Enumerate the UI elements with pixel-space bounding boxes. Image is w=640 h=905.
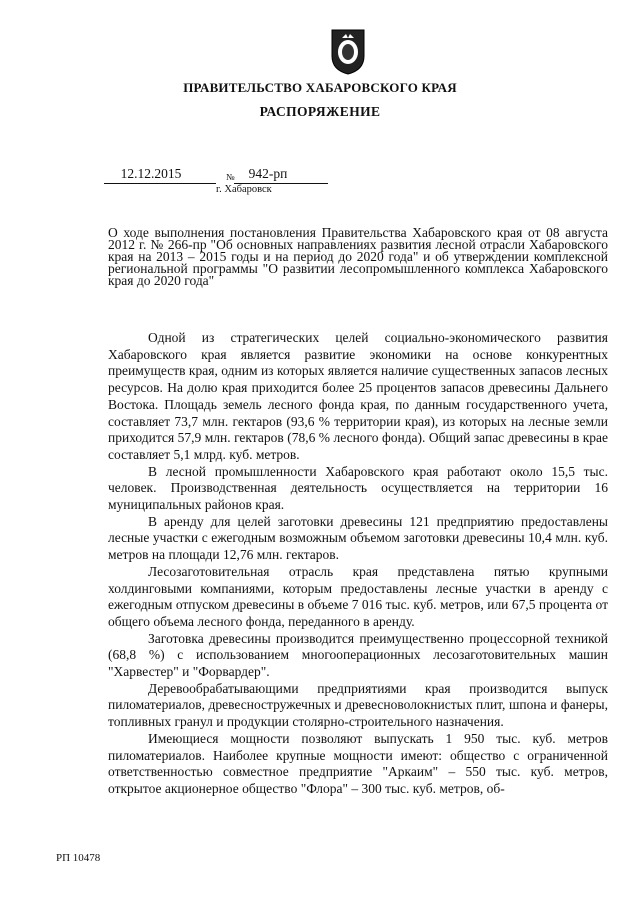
- date-underline: [104, 183, 216, 184]
- document-date: 12.12.2015: [120, 166, 182, 181]
- document-subject: О ходе выполнения постановления Правительства Хабаровского края от 08 августа 2012 г. № 266-пр "Об основных направлениях развития лесной отрасли Хабаровского края на 2013 – 2015 годы и на период до 2020 года" и об утверждении комплексной региональной программы "О развитии лесопромышленного комплекса Хабаровского края до 2020 года": [108, 225, 608, 288]
- document-city: г. Хабаровск: [216, 184, 272, 195]
- coat-of-arms-icon: [328, 26, 368, 76]
- paragraph: В аренду для целей заготовки древесины 121 предприятию предоставлены лесные участки с ежегодным возможным объемом заготовки древесины 10,4 млн. куб. метров на площади 12,76 млн. гектаров.: [108, 513, 608, 563]
- paragraph: Заготовка древесины производится преимущественно процессорной техникой (68,8 %) с использованием многооперационных лесозаготовительных машин "Харвестер" и "Форвардер".: [108, 630, 608, 680]
- paragraph: Деревообрабатывающими предприятиями края производится выпуск пиломатериалов, древесностружечных и древесноволокнистых плит, шпона и фанеры, топливных гранул и продукции столярно-строительного назначения.: [108, 680, 608, 730]
- footer-code: РП 10478: [56, 852, 101, 864]
- document-body: [108, 330, 608, 798]
- paragraph: Лесозаготовительная отрасль края представлена пятью крупными холдинговыми компаниями, которым предоставлены лесные участки в аренду с ежегодным отпуском древесины в объеме 7 016 тыс. куб. метров, или 67,5 процента от общего объема лесного фонда, переданного в аренду.: [108, 563, 608, 629]
- paragraph: Одной из стратегических целей социально-экономического развития Хабаровского края является развитие экономики на основе конкурентных преимуществ края, одним из которых является наличие существенных запасов лесных ресурсов. На долю края приходится более 25 процентов запасов древесины Дальнего Востока. Площадь земель лесного фонда края, по данным государственного учета, составляет 73,7 млн. гектаров (93,6 % территории края), из которых на лесные земли приходится 57,9 млн. гектаров (78,6 % лесного фонда). Общий запас древесины в крае составляет 5,1 млрд. куб. метров.: [108, 330, 608, 462]
- government-title: ПРАВИТЕЛЬСТВО ХАБАРОВСКОГО КРАЯ: [183, 80, 457, 95]
- number-sign: №: [226, 172, 235, 182]
- document-number: 942-рп: [248, 166, 288, 181]
- paragraph: В лесной промышленности Хабаровского края работают около 15,5 тыс. человек. Производственная деятельность осуществляется на территории 16 муниципальных районов края.: [108, 463, 608, 513]
- document-type: РАСПОРЯЖЕНИЕ: [259, 104, 381, 119]
- paragraph: Имеющиеся мощности позволяют выпускать 1 950 тыс. куб. метров пиломатериалов. Наиболее крупные мощности имеют: общество с ограниченной ответственностью совместное предприятие "Аркаим" – 550 тыс. куб. метров, открытое акционерное общество "Флора" – 300 тыс. куб. метров, об-: [108, 730, 608, 796]
